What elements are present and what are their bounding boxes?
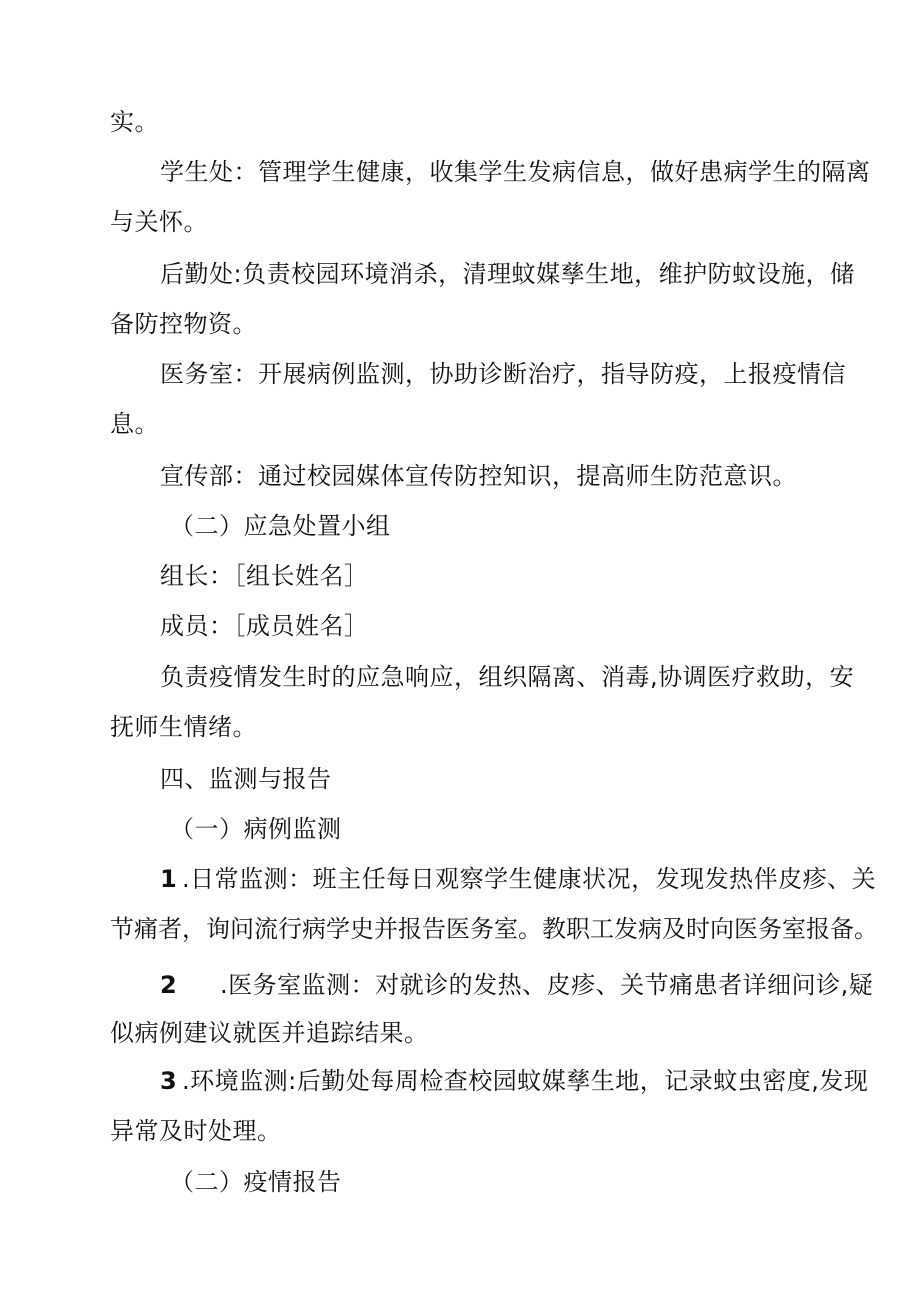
paragraph-line: 节痛者，询问流行病学史并报告医务室。教职工发病及时向医务室报备。 xyxy=(110,915,878,943)
paragraph-line: 后勤处:负责校园环境消杀，清理蚊媒孳生地，维护防蚊设施，储 xyxy=(160,260,855,288)
section-heading: 四、监测与报告 xyxy=(160,765,332,793)
paragraph-line: 实。 xyxy=(110,108,159,136)
list-number: 3 xyxy=(160,1067,178,1095)
paragraph-line: 成员：［成员姓名］ xyxy=(160,612,369,640)
list-number: 2 xyxy=(160,971,178,999)
paragraph-line: 负责疫情发生时的应急响应，组织隔离、消毒,协调医疗救助，安 xyxy=(160,663,855,691)
list-number: 1 xyxy=(160,865,178,893)
paragraph-line: 学生处：管理学生健康，收集学生发病信息，做好患病学生的隔离 xyxy=(160,158,871,186)
paragraph-line: 备防控物资。 xyxy=(110,310,257,338)
paragraph-line: 抚师生情绪。 xyxy=(110,713,257,741)
paragraph-line: .环境监测:后勤处每周检查校园蚊媒孳生地，记录蚊虫密度,发现 xyxy=(182,1067,869,1095)
paragraph-line: 似病例建议就医并追踪结果。 xyxy=(110,1019,429,1047)
paragraph-line: .医务室监测：对就诊的发热、皮疹、关节痛患者详细问诊,疑 xyxy=(220,971,874,999)
paragraph-line: 组长：［组长姓名］ xyxy=(160,562,369,590)
paragraph-line: 异常及时处理。 xyxy=(110,1117,282,1145)
section-heading: （一）病例监测 xyxy=(170,815,342,843)
paragraph-line: .日常监测：班主任每日观察学生健康状况，发现发热伴皮疹、关 xyxy=(182,865,877,893)
paragraph-line: 医务室：开展病例监测，协助诊断治疗，指导防疫，上报疫情信 xyxy=(160,360,846,388)
section-heading: （二）疫情报告 xyxy=(170,1168,342,1196)
paragraph-line: 宣传部：通过校园媒体宣传防控知识，提高师生防范意识。 xyxy=(160,462,797,490)
paragraph-line: 与关怀。 xyxy=(110,208,208,236)
section-heading: （二）应急处置小组 xyxy=(170,512,391,540)
paragraph-line: 息。 xyxy=(110,410,159,438)
